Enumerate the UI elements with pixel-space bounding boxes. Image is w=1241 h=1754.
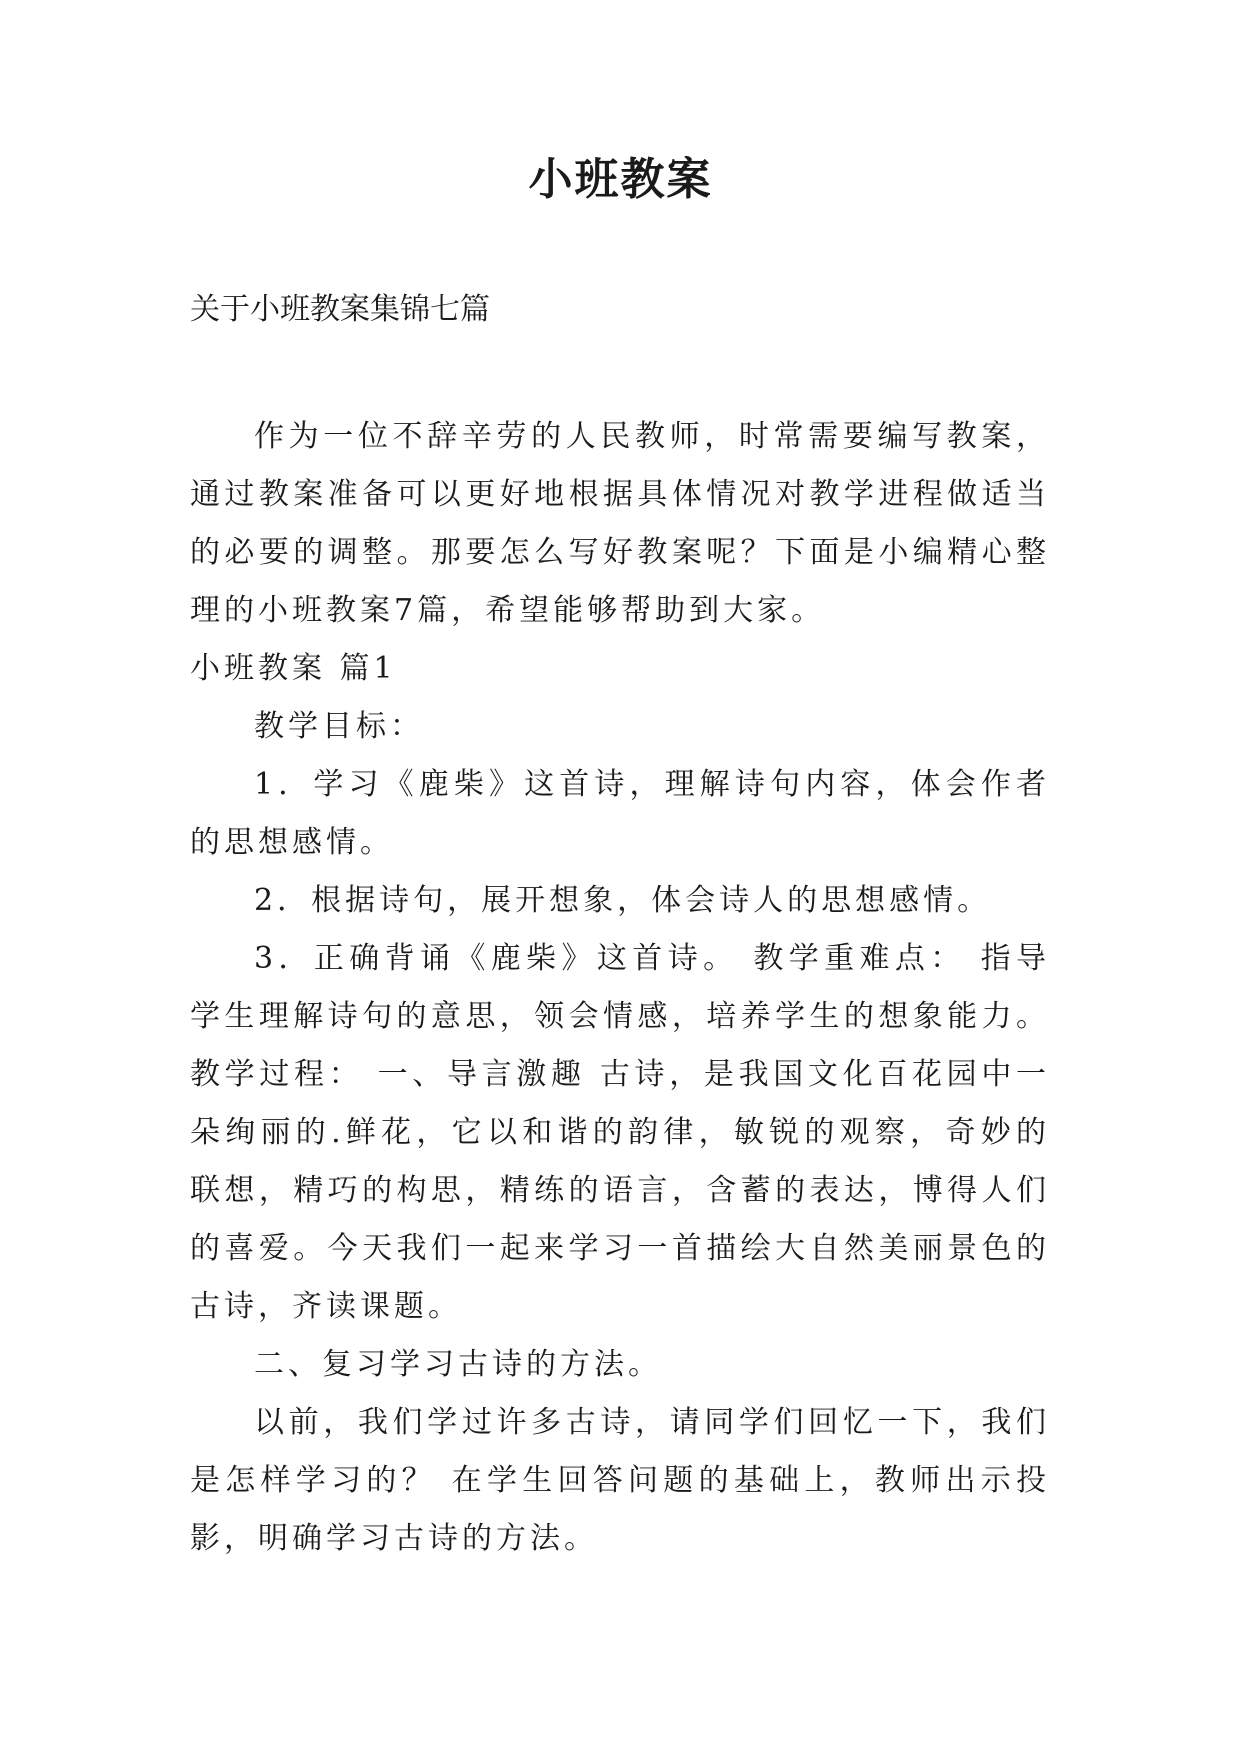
paragraph-intro: 作为一位不辞辛劳的人民教师，时常需要编写教案，通过教案准备可以更好地根据具体情况对教学进程做适当的必要的调整。那要怎么写好教案呢？下面是小编精心整理的小班教案7篇，希望能够帮助到大家。 bbox=[190, 419, 1050, 628]
document-subtitle: 关于小班教案集锦七篇 bbox=[190, 292, 490, 327]
paragraph-objectives-heading: 教学目标： bbox=[254, 709, 424, 744]
paragraph-review-body: 以前，我们学过许多古诗，请同学们回忆一下，我们是怎样学习的？ 在学生回答问题的基础上，教师出示投影，明确学习古诗的方法。 bbox=[190, 1405, 1050, 1556]
paragraph-objective-3: 3．正确背诵《鹿柴》这首诗。 教学重难点： 指导学生理解诗句的意思，领会情感，培养学生的想象能力。 教学过程： 一、导言激趣 古诗，是我国文化百花园中一朵绚丽的.鲜花，它以和谐的韵律，敏锐的观察，奇妙的联想，精巧的构思，精练的语言，含蓄的表达，博得人们的喜爱。今天我们一起来学习一首描绘大自然美丽景色的古诗，齐读课题。 bbox=[190, 941, 1050, 1324]
paragraph-objective-2: 2．根据诗句，展开想象，体会诗人的思想感情。 bbox=[254, 883, 992, 918]
document-body bbox=[190, 408, 1050, 1568]
document-title: 小班教案 bbox=[528, 154, 713, 205]
paragraph-review-heading: 二、复习学习古诗的方法。 bbox=[254, 1347, 662, 1382]
section-heading: 小班教案 篇1 bbox=[190, 651, 397, 686]
paragraph-objective-1: 1．学习《鹿柴》这首诗，理解诗句内容，体会作者的思想感情。 bbox=[190, 767, 1050, 860]
